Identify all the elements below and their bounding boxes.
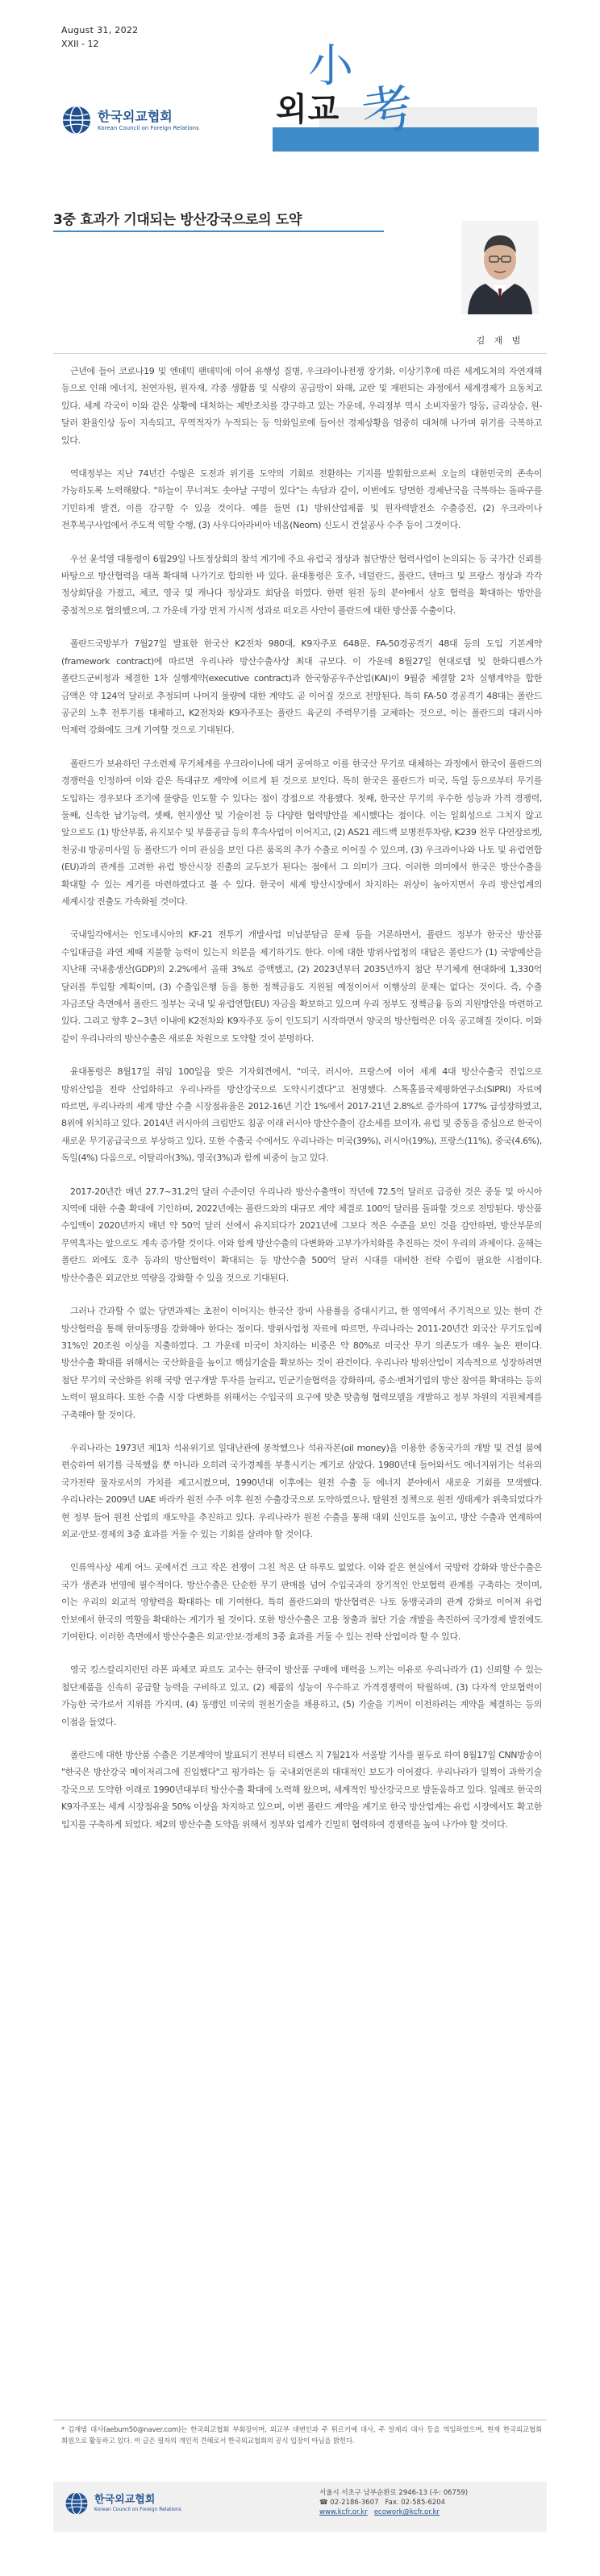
globe-logo-icon — [61, 105, 92, 135]
series-title-so: 小 — [308, 40, 353, 93]
article-body — [61, 363, 542, 1849]
paragraph: 폴란드국방부가 7월27일 발표한 한국산 K2전차 980대, K9자주포 648문, FA-50경공격기 48대 등의 도입 기본계약(framework contract)에 따르면 우리나라 방산수출사상 최대 규모다. 이 가운데 8월27일 현대로템 및 한화디펜스가 폴란드군비청과 체결한 1차 실행계약(executive contract)과 한국항공우주산업(KAI)이 9월중 체결할 2차 실행계약을 합한 금액은 약 124억 달러로 추정되며 나머지 물량에 대한 계약도 곧 이어질 것으로 전망된다. 특히 FA-50 경공격기 48대는 폴란드 공군의 노후 전투기를 대체하고, K2전차와 K9자주포는 폴란드 육군의 주력무기를 교체하는 것으로, 이는 폴란드의 대러시아 억제력 강화에도 크게 기여할 것으로 기대된다. — [61, 638, 542, 736]
paragraph: 폴란드가 보유하던 구소련제 무기체계를 우크라이나에 대거 공여하고 이를 한국산 무기로 대체하는 과정에서 한국이 폴란드의 경쟁력을 인정하여 이와 같은 특대규모 계약에 이르게 된 것으로 보인다. 특히 한국은 폴란드가 미국, 독일 등으로부터 무기를 도입하는 경우보다 조기에 물량을 인도할 수 있다는 점이 강점으로 작용했다. 첫째, 한국산 무기의 우수한 성능과 가격 경쟁력, 둘째, 신속한 납기능력, 셋째, 현지생산 및 기술이전 등 다양한 협력방안을 제시했다는 점이다. 이는 일회성으로 그치지 않고 앞으로도 (1) 방산부품, 유지보수 및 부품공급 등의 후속사업이 이어지고, (2) AS21 레드백 보병전투차량, K239 천무 다연장로켓, 천궁-II 방공미사일 등 폴란드가 이미 관심을 보인 다른 품목의 추가 수출로 이어질 수 있으며, (3) 우크라이나와 나토 및 유럽연합(EU)과의 관계를 고려한 유럽 방산시장 진출의 교두보가 된다는 점에서 그 의미가 크다. 이러한 의미에서 한국은 방산수출을 확대할 수 있는 계기를 마련하였다고 볼 수 있다. 한국이 세계 방산시장에서 차지하는 위상이 높아지면서 우리 방산업계의 세계시장 진출도 가속화될 것이다. — [61, 758, 542, 907]
paragraph: 국내일각에서는 인도네시아의 KF-21 전투기 개발사업 미납분담금 문제 등을 거론하면서, 폴란드 정부가 한국산 방산품 수입대금을 과연 제때 지불할 능력이 있는지 의문을 제기하기도 한다. 이에 대한 방위사업청의 대답은 폴란드가 (1) 국방예산을 지난해 국내총생산(GDP)의 2.2%에서 올해 3%로 증액했고, (2) 2023년부터 2035년까지 첨단 무기체계 현대화에 1,330억 달러를 투입할 계획이며, (3) 수출입은행 등을 통한 정책금융도 지원될 예정이어서 이행상의 문제는 없다는 것이다. 즉, 수출 자금조달 측면에서 폴란드 정부는 국내 및 유럽연합(EU) 자금을 확보하고 있으며 우리 정부도 정책금융 등의 지원방안을 마련하고 있다. 그리고 향후 2~3년 이내에 K2전차와 K9자주포 등이 인도되기 시작하면서 양국의 방산협력은 더욱 공고해질 것이다. 이와 같이 우리나라의 방산수출은 새로운 차원으로 도약할 것이 분명하다. — [61, 929, 542, 1044]
paragraph: 역대정부는 지난 74년간 수많은 도전과 위기를 도약의 기회로 전환하는 기지를 발휘함으로써 오늘의 대한민국의 존속이 가능하도록 노력해왔다. "하늘이 무너져도 솟아날 구멍이 있다"는 속담과 같이, 이번에도 당면한 경제난국을 극복하는 돌파구를 기민하게 발견, 이를 강구할 수 있을 것이다. 예를 들면 (1) 방위산업제품 및 원자력발전소 수출증진, (2) 우크라이나 전후복구사업에서 주도적 역할 수행, (3) 사우디아라비아 네옴(Neom) 신도시 건설공사 수주 등이 그것이다. — [61, 468, 542, 531]
org-name-ko: 한국외교협회 — [98, 108, 173, 124]
paragraph: 2017-20년간 매년 27.7~31.2억 달러 수준이던 우리나라 방산수출액이 작년에 72.5억 달러로 급증한 것은 중동 및 아시아 지역에 대한 수출 확대에 기인하며, 2022년에는 폴란드와의 대규모 계약 체결로 100억 달러를 돌파할 것으로 전망된다. 방산품 수입액이 2020년까지 매년 약 50억 달러 선에서 유지되다가 2021년에 그보다 적은 수준을 보인 것을 감안하면, 방산부문의 무역흑자는 앞으로도 계속 증가할 것이다. 이와 함께 방산수출의 다변화와 고부가가치화를 추진하는 것이 우리의 과제이다. 올해는 폴란드 외에도 호주 등과의 방산협력이 확대되는 등 방산수출 500억 달러 시대를 대비한 전략 수립이 필요한 시점이다. 방산수출은 외교안보 역량을 강화할 수 있을 것으로 기대된다. — [61, 1186, 542, 1283]
series-banner-gray — [319, 107, 537, 128]
globe-logo-icon — [65, 2491, 89, 2516]
email-link[interactable]: ecowork@kcfr.or.kr — [373, 2508, 440, 2516]
paragraph: 우선 윤석열 대통령이 6월29일 나토정상회의 참석 계기에 주요 유럽국 정상과 첨단방산 협력사업이 논의되는 등 국가간 신뢰를 바탕으로 방산협력을 대폭 확대해 나가기로 합의한 바 있다. 윤대통령은 호주, 네덜란드, 폴란드, 덴마크 및 프랑스 정상과 각각 정상회담을 가졌고, 체코, 영국 및 캐나다 정상과도 회담을 하였다. 한편 원전 등의 분야에서 상호 협력을 확대하는 방안을 중점적으로 협의했으며, 그 가운데 가장 먼저 가시적 성과로 떠오른 사안이 폴란드에 대한 방산품 수출이다. — [61, 553, 542, 616]
footer-logo — [65, 2491, 181, 2516]
issue-date: August 31, 2022 — [61, 25, 139, 35]
author-portrait-icon — [461, 221, 539, 314]
paragraph: 영국 킹스칼리지런던 라몬 파체코 파르도 교수는 한국이 방산품 구매에 매력을 느끼는 이유로 우리나라가 (1) 신뢰할 수 있는 첨단제품을 신속히 공급할 능력을 구비하고 있고, (2) 제품의 성능이 우수하고 가격경쟁력이 탁월하며, (3) 다자적 안보협력이 가능한 국가로서 지위를 가지며, (4) 동맹인 미국의 원천기술을 채용하고, (5) 기술을 기꺼이 이전하려는 계약을 체결하는 등의 이점을 들었다. — [61, 1664, 542, 1727]
series-title-main: 외교 — [276, 91, 340, 128]
title-underline — [53, 231, 384, 232]
footer-org-name-ko: 한국외교협회 — [94, 2494, 156, 2506]
series-title-go: 考 — [357, 77, 418, 145]
contact-info — [319, 2488, 468, 2517]
paragraph: 근년에 들어 코로나19 및 엔데믹 팬데믹에 이어 유행성 질병, 우크라이나전쟁 장기화, 이상기후에 따른 세계도처의 자연재해 등으로 인해 에너지, 천연자원, 원자재, 각종 생활품 및 식량의 공급망이 와해, 교란 및 재편되는 과정에서 세계경제가 요동치고 있다. 세계 각국이 이와 같은 상황에 대처하는 제반조치를 강구하고 있는 가운데, 우리정부 역시 소비자물가 앙등, 금리상승, 원-달러 환율인상 등이 지속되고, 무역적자가 누적되는 등 악화일로에 들어선 경제상황을 엄중히 대처해 나가며 위기를 극복하고 있다. — [61, 366, 542, 446]
paragraph: 윤대통령은 8월17일 취임 100일을 맞은 기자회견에서, "미국, 러시아, 프랑스에 이어 세계 4대 방산수출국 진입으로 방위산업을 전략 산업화하고 우리나라를 방산강국으로 도약시키겠다"고 천명했다. 스톡홀름국제평화연구소(SIPRI) 자료에 따르면, 우리나라의 세계 방산 수출 시장점유율은 2012-16년 기간 1%에서 2017-21년 2.8%로 증가하여 177% 급성장하였고, 8위에 위치하고 있다. 2014년 러시아의 크림반도 침공 이래 러시아 방산수출이 감소세를 보이자, 유럽 및 중동을 중심으로 한국이 새로운 무기공급국으로 부상하고 있다. 또한 수출국 수에서도 우리나라는 미국(39%), 러시아(19%), 프랑스(11%), 중국(4.6%), 독일(4%) 다음으로, 이탈리아(3%), 영국(3%)과 함께 비중이 늘고 있다. — [61, 1066, 542, 1164]
footer-org-name-en: Korean Council on Foreign Relations — [94, 2507, 181, 2512]
header — [0, 0, 600, 161]
website-link[interactable]: www.kcfr.or.kr — [319, 2508, 368, 2516]
article-title: 3중 효과가 기대되는 방산강국으로의 도약 — [53, 212, 302, 228]
phone: ☎ 02-2186-3607 — [319, 2499, 379, 2507]
org-name-en: Korean Council on Foreign Relations — [98, 124, 199, 131]
issue-number: XXII - 12 — [61, 39, 99, 49]
fax: Fax. 02-585-6204 — [385, 2499, 446, 2507]
author-photo — [461, 221, 539, 314]
org-logo — [61, 105, 199, 135]
address: 서울시 서초구 남부순환로 2946-13 (우: 06759) — [319, 2489, 469, 2497]
footer — [53, 2482, 547, 2532]
divider — [53, 353, 547, 354]
footnote: * 김재범 대사(aebum50@naver.com)는 한국외교협회 부회장이며, 외교부 대변인과 주 튀르키예 대사, 주 알제리 대사 등을 역임하였으며, 현재 한국외교협회 회원으로 활동하고 있다. 이 글은 필자의 개인적 견해로서 한국외교협회의 공식 입장이 아님을 밝힌다. — [61, 2426, 542, 2445]
author-name: 김 재 범 — [476, 335, 524, 346]
paragraph: 우리나라는 1973년 제1차 석유위기로 일대난관에 봉착했으나 석유자본(oil money)을 이용한 중동국가의 개발 및 건설 붐에 편승하여 위기를 극복했음 뿐 아니라 오히려 국가경제를 부흥시키는 계기로 삼았다. 1980년대 들어와서도 에너지위기는 석유의 국가전략 물자로서의 가치를 제고시켰으며, 1990년대 이후에는 원전 수출 등 에너지 분야에서 새로운 기회를 모색했다. 우리나라는 2009년 UAE 바라카 원전 수주 이후 원전 수출강국으로 도약하였으나, 탈원전 정책으로 원전 생태계가 위축되었다가 현 정부 들어 원전 산업의 재도약을 추진하고 있다. 우리나라가 원전 수출을 통해 대외 신인도를 높이고, 방산 수출과 연계하여 외교·안보·경제의 3중 효과를 거둘 수 있는 기회를 살려야 할 것이다. — [61, 1442, 542, 1539]
paragraph: 인류역사상 세계 어느 곳에서건 크고 작은 전쟁이 그친 적은 단 하루도 없었다. 이와 같은 현실에서 국방력 강화와 방산수출은 국가 생존과 번영에 필수적이다. 방산수출은 단순한 무기 판매를 넘어 수입국과의 장기적인 안보협력 관계를 구축하는 것이며, 이는 우리의 외교적 영향력을 확대하는 데 기여한다. 특히 폴란드와의 방산협력은 나토 동맹국과의 관계 강화로 이어져 유럽 안보에서 한국의 역할을 확대하는 계기가 될 것이다. 또한 방산수출은 고용 창출과 첨단 기술 개발을 촉진하여 국가경제 발전에도 기여한다. 이러한 측면에서 방산수출은 외교·안보·경제의 3중 효과를 거둘 수 있는 전략 산업이라 할 수 있다. — [61, 1562, 542, 1642]
paragraph: 폴란드에 대한 방산품 수출은 기본계약이 발표되기 전부터 티렌스 지 7월21자 서울발 기사를 필두로 하여 8월17일 CNN방송이 "한국은 방산강국 메이저리그에 진입했다"고 평가하는 등 국내외언론의 대대적인 보도가 이어졌다. 우리나라가 일찍이 과학기술 강국으로 도약한 이래로 1990년대부터 방산수출 확대에 노력해 왔으며, 세계적인 방산강국으로 발돋움하고 있다. 일례로 한국의 K9자주포는 세계 시장점유율 50% 이상을 차지하고 있으며, 이번 폴란드 계약을 계기로 한국 방산업계는 유럽 시장에서도 확고한 입지를 구축하게 되었다. 제2의 방산수출 도약을 위해서 정부와 업계가 긴밀히 협력하여 경쟁력을 높여 나가야 할 것이다. — [61, 1750, 542, 1830]
paragraph: 그러나 간과할 수 없는 당면과제는 초전이 이어지는 한국산 장비 사용률을 증대시키고, 한 영역에서 주기적으로 있는 한미 간 방산협력을 통해 한미동맹을 강화해야 한다는 점이다. 방위사업청 자료에 따르면, 우리나라는 2011-20년간 외국산 무기도입에 31%인 20조원 이상을 지출하였다. 그 가운데 미국이 차지하는 비중은 약 80%로 미국산 무기 의존도가 매우 높은 편이다. 방산수출 확대를 위해서는 국산화율을 높이고 핵심기술을 확보하는 것이 관건이다. 우리나라 방위산업이 지속적으로 성장하려면 첨단 무기의 국산화를 위해 국방 연구개발 투자를 늘리고, 민군기술협력을 강화하며, 중소·벤처기업의 방산 참여를 확대하는 등의 노력이 필요하다. 또한 수출 시장 다변화를 위해서는 수입국의 요구에 맞춘 맞춤형 협력모델을 개발하고 정부 차원의 지원체계를 구축해야 할 것이다. — [61, 1306, 542, 1420]
